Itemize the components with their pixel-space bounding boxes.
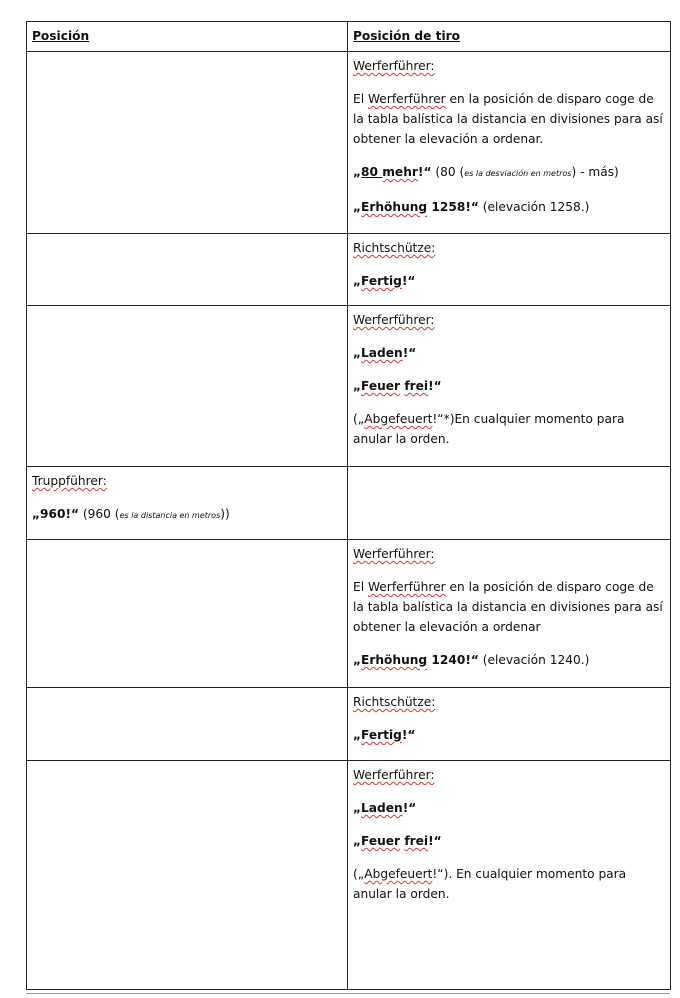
firing-position-cell bbox=[348, 761, 671, 990]
table-row bbox=[27, 761, 671, 990]
command-line: „Feuer frei!“ bbox=[353, 834, 442, 848]
note-text: („Abgefeuert!“). En cualquier momento para anular la orden. bbox=[353, 867, 627, 901]
position-cell bbox=[27, 761, 348, 990]
procedure-table bbox=[26, 21, 671, 990]
command-line: „Laden!“ bbox=[353, 801, 417, 815]
role-label: Richtschütze: bbox=[353, 695, 436, 709]
instruction-text: El Werferführer en la posición de disparo coge de la tabla balística la distancia en divisiones para así obtener la elevación a ordenar bbox=[353, 580, 663, 634]
firing-position-cell bbox=[348, 467, 671, 540]
position-cell bbox=[27, 234, 348, 306]
page-bottom-rule bbox=[26, 993, 670, 994]
command-line: „Erhöhung 1258!“ (elevación 1258.) bbox=[353, 200, 590, 214]
table-row bbox=[27, 688, 671, 761]
table-row bbox=[27, 540, 671, 688]
position-cell bbox=[27, 52, 348, 234]
header-position: Posición bbox=[27, 22, 348, 52]
role-label: Werferführer: bbox=[353, 59, 435, 73]
table-row bbox=[27, 306, 671, 467]
table-row bbox=[27, 234, 671, 306]
position-cell bbox=[27, 540, 348, 688]
firing-position-cell bbox=[348, 540, 671, 688]
firing-position-cell bbox=[348, 234, 671, 306]
header-row bbox=[27, 22, 671, 52]
command-line: „Fertig!“ bbox=[353, 728, 416, 742]
command-line: „80 mehr!“ (80 (es la desviación en metros) - más) bbox=[353, 165, 619, 179]
position-cell bbox=[27, 688, 348, 761]
command-line: „960!“ (960 (es la distancia en metros)) bbox=[32, 507, 230, 521]
role-label: Truppführer: bbox=[32, 474, 107, 488]
position-cell bbox=[27, 306, 348, 467]
firing-position-cell bbox=[348, 52, 671, 234]
command-line: „Fertig!“ bbox=[353, 274, 416, 288]
position-cell bbox=[27, 467, 348, 540]
role-label: Werferführer: bbox=[353, 313, 435, 327]
header-firing-position: Posición de tiro bbox=[348, 22, 671, 52]
command-line: „Feuer frei!“ bbox=[353, 379, 442, 393]
role-label: Richtschütze: bbox=[353, 241, 436, 255]
firing-position-cell bbox=[348, 688, 671, 761]
note-text: („Abgefeuert!“*)En cualquier momento para anular la orden. bbox=[353, 412, 625, 446]
role-label: Werferführer: bbox=[353, 547, 435, 561]
table-row bbox=[27, 52, 671, 234]
command-line: „Erhöhung 1240!“ (elevación 1240.) bbox=[353, 653, 590, 667]
firing-position-cell bbox=[348, 306, 671, 467]
command-line: „Laden!“ bbox=[353, 346, 417, 360]
table-row bbox=[27, 467, 671, 540]
instruction-text: El Werferführer en la posición de disparo coge de la tabla balística la distancia en divisiones para así obtener la elevación a ordenar. bbox=[353, 92, 663, 146]
role-label: Werferführer: bbox=[353, 768, 435, 782]
